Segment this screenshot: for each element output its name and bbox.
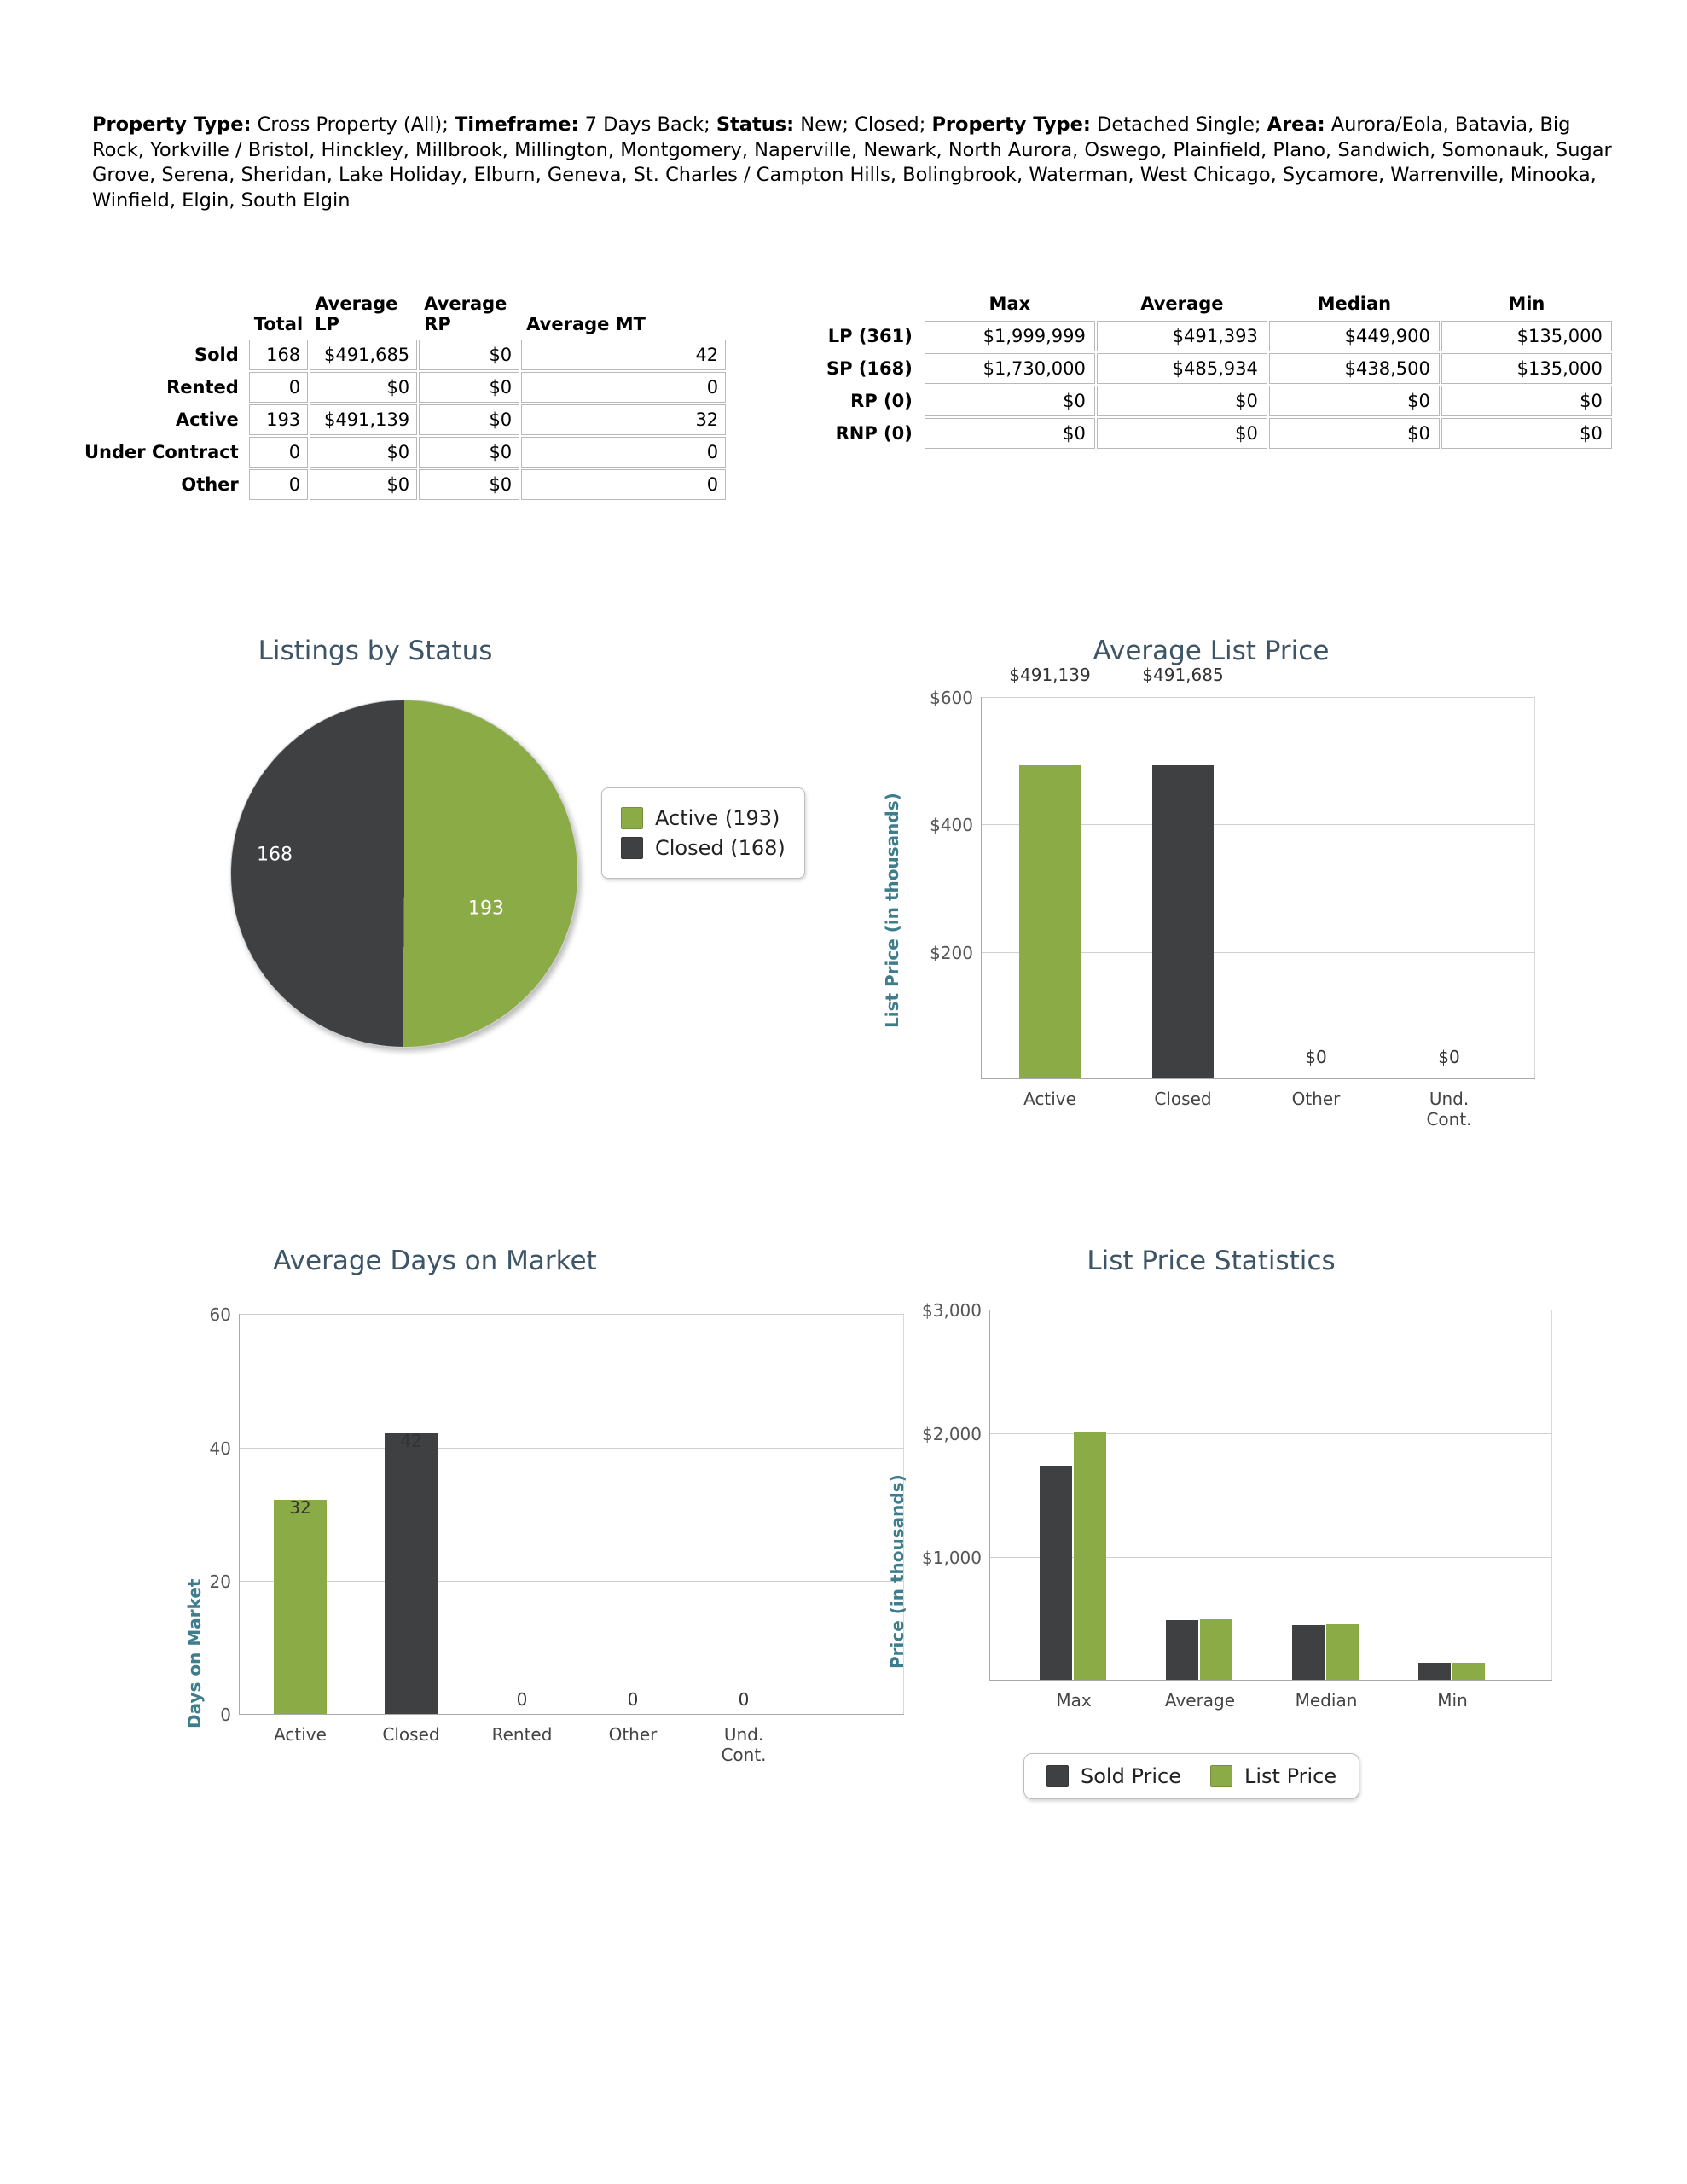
y-tick-600: $600 xyxy=(930,688,973,708)
table-row xyxy=(83,437,726,468)
table-row xyxy=(83,340,726,370)
x-tick-min: Min xyxy=(1437,1690,1468,1711)
y-axis-label-list-price: List Price (in thousands) xyxy=(882,793,902,1028)
cell-rp-median: $0 xyxy=(1269,386,1440,416)
price-statistics-table xyxy=(823,290,1614,450)
table-row xyxy=(825,321,1612,351)
cell-other-avg-rp: $0 xyxy=(419,469,519,500)
legend-item-sold-price xyxy=(1046,1764,1181,1788)
cell-under-contract-avg-rp: $0 xyxy=(419,437,519,468)
cell-rnp-median: $0 xyxy=(1269,418,1440,449)
row-label-other: Other xyxy=(181,474,239,495)
row-label-lp: LP (361) xyxy=(827,326,913,346)
cell-rented-total: 0 xyxy=(249,372,308,403)
column-header-min: Min xyxy=(1508,293,1545,314)
y-tick-0: 0 xyxy=(220,1705,231,1725)
column-header-average-mt: Average MT xyxy=(526,314,646,334)
cell-active-avg-lp: $491,139 xyxy=(310,404,417,435)
bar-closed xyxy=(385,1433,438,1714)
column-header-average-lp: Average LP xyxy=(315,293,398,334)
legend-swatch-sold-price-icon xyxy=(1046,1765,1069,1787)
table-header-row xyxy=(825,292,1612,319)
x-tick-other: Other xyxy=(1291,1089,1341,1109)
bar-value-closed: $491,685 xyxy=(1142,665,1224,685)
criteria-label-timeframe: Timeframe: xyxy=(455,113,579,136)
gridline-60 xyxy=(209,1304,904,1325)
legend-label-sold-price: Sold Price xyxy=(1081,1764,1181,1788)
cell-under-contract-avg-lp: $0 xyxy=(310,437,417,468)
column-header-median: Median xyxy=(1317,293,1392,314)
row-label-active: Active xyxy=(175,410,239,430)
pie-label-closed: 168 xyxy=(257,844,293,866)
criteria-value-areas: Aurora/Eola, Batavia, Big Rock, Yorkville / Bristol, Hinckley, Millbrook, Millington, Montgomery, Naperville, Newark, North Aurora, Oswego, Plainfield, Plano, Sandwich, Somonauk, Sugar Grove, Serena, Sheridan, Lake Holiday, Elburn, Geneva, St. Charles / Campton Hills, Bolingbrook, Waterman, West Chicago, Sycamore, Warrenville, Minooka, Winfield, Elgin, South Elgin xyxy=(92,113,1612,212)
cell-rp-max: $0 xyxy=(925,386,1095,416)
criteria-label-status: Status: xyxy=(716,113,795,136)
cell-sold-avg-lp: $491,685 xyxy=(310,340,417,370)
x-tick-closed: Closed xyxy=(382,1724,440,1745)
y-axis-label-days-on-market: Days on Market xyxy=(184,1578,205,1728)
cell-sp-median: $438,500 xyxy=(1269,353,1440,384)
legend-swatch-list-price-icon xyxy=(1210,1765,1232,1787)
plot-area-days-on-market xyxy=(209,1304,904,1765)
criteria-label-area: Area: xyxy=(1267,113,1325,136)
chart-title-listings-by-status: Listings by Status xyxy=(258,636,493,666)
row-label-under-contract: Under Contract xyxy=(84,442,239,462)
x-tick-und-cont: Und. Cont. xyxy=(721,1724,767,1765)
bar-min-sold-price xyxy=(1418,1663,1451,1680)
cell-under-contract-total: 0 xyxy=(249,437,308,468)
plot-area-list-price-statistics xyxy=(922,1300,1552,1711)
x-tick-average: Average xyxy=(1164,1690,1236,1711)
legend-swatch-active-icon xyxy=(621,807,643,829)
cell-sp-average: $485,934 xyxy=(1097,353,1267,384)
row-label-rented: Rented xyxy=(166,377,239,398)
y-tick-20: 20 xyxy=(209,1571,231,1593)
column-header-total: Total xyxy=(253,314,304,334)
pie-slices xyxy=(230,700,578,1048)
legend-label-closed: Closed (168) xyxy=(655,836,786,860)
column-header-average-rp: Average RP xyxy=(424,293,507,334)
row-label-sp: SP (168) xyxy=(826,358,913,379)
cell-lp-min: $135,000 xyxy=(1441,321,1612,351)
bar-active xyxy=(1019,765,1081,1078)
cell-active-total: 193 xyxy=(249,404,308,435)
chart-title-average-list-price: Average List Price xyxy=(1093,636,1330,666)
row-label-sold: Sold xyxy=(194,345,239,365)
x-tick-active: Active xyxy=(274,1724,327,1745)
cell-sp-min: $135,000 xyxy=(1441,353,1612,384)
cell-sold-avg-rp: $0 xyxy=(419,340,519,370)
bar-value-und-cont: $0 xyxy=(1438,1047,1460,1067)
y-tick-400: $400 xyxy=(930,815,973,836)
bar-value-closed: 42 xyxy=(400,1431,422,1451)
bar-median-list-price xyxy=(1326,1624,1359,1680)
x-tick-active: Active xyxy=(1023,1089,1076,1109)
legend-swatch-closed-icon xyxy=(621,837,643,859)
legend-listings-by-status xyxy=(601,787,805,879)
chart-title-average-days-on-market: Average Days on Market xyxy=(273,1246,597,1276)
chart-average-days-on-market xyxy=(94,1246,861,1843)
cell-rnp-average: $0 xyxy=(1097,418,1267,449)
bar-average-list-price xyxy=(1200,1619,1232,1680)
x-tick-und-cont: Und. Cont. xyxy=(1426,1089,1472,1130)
table-row xyxy=(83,469,726,500)
row-label-rp: RP (0) xyxy=(850,391,913,411)
table-header-row xyxy=(83,292,726,338)
y-tick-2000: $2,000 xyxy=(922,1424,982,1444)
x-tick-median: Median xyxy=(1295,1690,1358,1711)
legend-label-active: Active (193) xyxy=(655,806,780,830)
bar-median-sold-price xyxy=(1292,1625,1325,1680)
criteria-label-property-type-2: Property Type: xyxy=(931,113,1091,136)
cell-rp-average: $0 xyxy=(1097,386,1267,416)
cell-sp-max: $1,730,000 xyxy=(925,353,1095,384)
criteria-label-property-type: Property Type: xyxy=(92,113,252,136)
pie-label-active: 193 xyxy=(468,897,504,920)
x-tick-other: Other xyxy=(608,1724,658,1745)
cell-lp-median: $449,900 xyxy=(1269,321,1440,351)
criteria-value-status: New; Closed; xyxy=(794,113,932,136)
x-tick-max: Max xyxy=(1056,1690,1092,1711)
bar-value-other: 0 xyxy=(627,1689,639,1710)
cell-lp-average: $491,393 xyxy=(1097,321,1267,351)
cell-rented-avg-rp: $0 xyxy=(419,372,519,403)
cell-other-avg-lp: $0 xyxy=(310,469,417,500)
criteria-value-property-type-2: Detached Single; xyxy=(1090,113,1267,136)
cell-rnp-min: $0 xyxy=(1441,418,1612,449)
bar-value-rented: 0 xyxy=(516,1689,528,1710)
legend-item-closed xyxy=(621,836,786,860)
bar-closed xyxy=(1152,765,1214,1078)
cell-under-contract-avg-mt: 0 xyxy=(521,437,726,468)
y-tick-40: 40 xyxy=(209,1438,231,1459)
cell-rnp-max: $0 xyxy=(925,418,1095,449)
bar-max-list-price xyxy=(1074,1432,1106,1680)
chart-listings-by-status xyxy=(102,636,836,1122)
x-tick-closed: Closed xyxy=(1154,1089,1212,1109)
column-header-max: Max xyxy=(988,293,1031,314)
y-tick-200: $200 xyxy=(930,942,973,963)
gridline-20 xyxy=(209,1571,904,1593)
legend-item-list-price xyxy=(1210,1764,1336,1788)
chart-title-list-price-statistics: List Price Statistics xyxy=(1087,1246,1336,1276)
gridline-600 xyxy=(930,688,1535,708)
cell-sold-avg-mt: 42 xyxy=(521,340,726,370)
cell-rented-avg-mt: 0 xyxy=(521,372,726,403)
cell-lp-max: $1,999,999 xyxy=(925,321,1095,351)
price-corner xyxy=(825,292,923,319)
criteria-value-timeframe: 7 Days Back; xyxy=(578,113,716,136)
bar-average-sold-price xyxy=(1166,1620,1198,1681)
summary-corner xyxy=(83,292,247,338)
plot-frame-right xyxy=(1551,1310,1552,1680)
x-tick-rented: Rented xyxy=(491,1724,553,1745)
summary-table xyxy=(81,290,728,502)
bar-max-sold-price xyxy=(1040,1466,1072,1680)
bar-min-list-price xyxy=(1452,1663,1485,1680)
table-row xyxy=(825,353,1612,384)
plot-area-average-list-price xyxy=(930,665,1535,1130)
table-row xyxy=(825,418,1612,449)
cell-rented-avg-lp: $0 xyxy=(310,372,417,403)
legend-list-price-statistics xyxy=(1023,1753,1359,1799)
y-axis-label-price: Price (in thousands) xyxy=(887,1474,907,1669)
cell-other-avg-mt: 0 xyxy=(521,469,726,500)
bar-active xyxy=(274,1500,327,1714)
cell-sold-total: 168 xyxy=(249,340,308,370)
y-tick-1000: $1,000 xyxy=(922,1548,982,1568)
bar-value-active: $491,139 xyxy=(1009,665,1091,685)
y-tick-60: 60 xyxy=(209,1304,231,1325)
legend-item-active xyxy=(621,806,786,830)
row-label-rnp: RNP (0) xyxy=(835,423,913,444)
bar-value-active: 32 xyxy=(289,1497,311,1518)
criteria-value-property-type: Cross Property (All); xyxy=(251,113,455,136)
cell-active-avg-rp: $0 xyxy=(419,404,519,435)
search-criteria xyxy=(92,113,1619,214)
chart-list-price-statistics xyxy=(870,1246,1612,1860)
cell-rp-min: $0 xyxy=(1441,386,1612,416)
bar-value-und-cont: 0 xyxy=(738,1689,750,1710)
chart-average-list-price xyxy=(870,636,1595,1190)
plot-frame-right xyxy=(1534,697,1535,1078)
cell-other-total: 0 xyxy=(249,469,308,500)
bar-value-other: $0 xyxy=(1305,1047,1327,1067)
table-row xyxy=(83,404,726,435)
table-row xyxy=(83,372,726,403)
table-row xyxy=(825,386,1612,416)
legend-label-list-price: List Price xyxy=(1244,1764,1337,1788)
cell-active-avg-mt: 32 xyxy=(521,404,726,435)
column-header-average: Average xyxy=(1140,293,1224,314)
y-tick-3000: $3,000 xyxy=(922,1300,982,1321)
